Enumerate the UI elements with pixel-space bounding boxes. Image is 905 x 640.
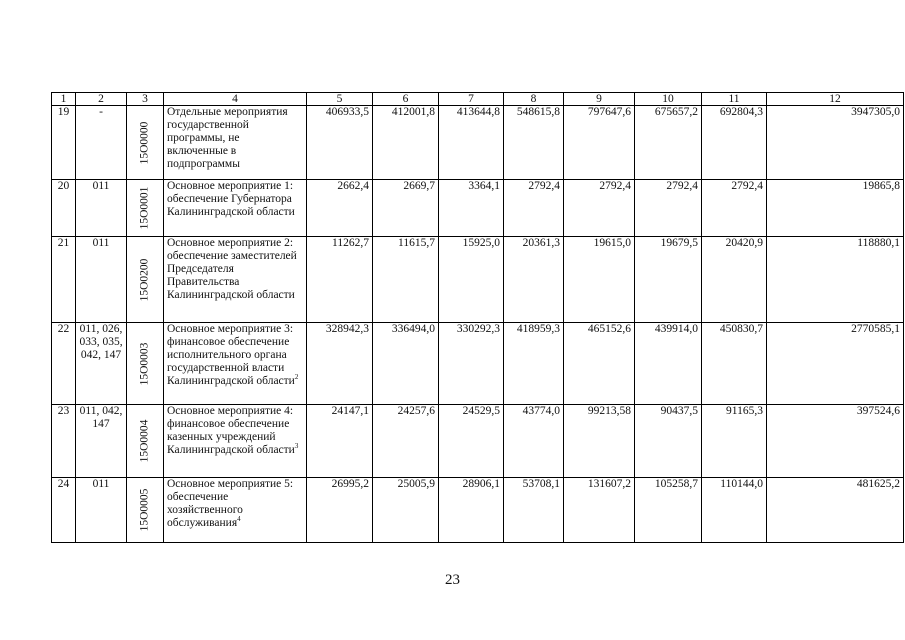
column-header: 1 xyxy=(52,93,76,106)
admin-code: 011 xyxy=(76,478,127,543)
year-value: 105258,7 xyxy=(635,478,702,543)
target-code: 15O0004 xyxy=(138,419,151,463)
year-value: 15925,0 xyxy=(439,237,504,323)
target-code-cell xyxy=(127,478,164,543)
target-code-cell xyxy=(127,405,164,478)
year-value: 91165,3 xyxy=(702,405,767,478)
year-value: 675657,2 xyxy=(635,106,702,180)
budget-table xyxy=(51,92,904,543)
admin-code: 011 xyxy=(76,180,127,237)
year-value: 797647,6 xyxy=(564,106,635,180)
year-value: 28906,1 xyxy=(439,478,504,543)
year-value: 24529,5 xyxy=(439,405,504,478)
activity-name-cell xyxy=(164,405,307,478)
year-value: 24147,1 xyxy=(307,405,373,478)
total-value: 19865,8 xyxy=(767,180,904,237)
table-body xyxy=(52,93,904,543)
column-header: 10 xyxy=(635,93,702,106)
year-value: 439914,0 xyxy=(635,323,702,405)
column-header: 3 xyxy=(127,93,164,106)
column-header: 2 xyxy=(76,93,127,106)
row-number: 23 xyxy=(52,405,76,478)
column-header: 8 xyxy=(504,93,564,106)
target-code: 15O0000 xyxy=(138,121,151,164)
target-code-cell xyxy=(127,106,164,180)
year-value: 11615,7 xyxy=(373,237,439,323)
footnote-mark: 3 xyxy=(294,442,299,451)
activity-name-cell xyxy=(164,237,307,323)
admin-code: 011 xyxy=(76,237,127,323)
year-value: 406933,5 xyxy=(307,106,373,180)
row-number: 20 xyxy=(52,180,76,237)
activity-name-cell xyxy=(164,180,307,237)
year-value: 19615,0 xyxy=(564,237,635,323)
column-header: 11 xyxy=(702,93,767,106)
year-value: 20420,9 xyxy=(702,237,767,323)
total-value: 2770585,1 xyxy=(767,323,904,405)
activity-name: Основное мероприятие 5: обеспечение хозяйственного обслуживания xyxy=(167,478,294,529)
year-value: 418959,3 xyxy=(504,323,564,405)
year-value: 450830,7 xyxy=(702,323,767,405)
admin-code: 011, 026, 033, 035, 042, 147 xyxy=(76,323,127,405)
total-value: 397524,6 xyxy=(767,405,904,478)
year-value: 20361,3 xyxy=(504,237,564,323)
year-value: 336494,0 xyxy=(373,323,439,405)
target-code: 15O0001 xyxy=(138,186,151,230)
year-value: 548615,8 xyxy=(504,106,564,180)
row-number: 19 xyxy=(52,106,76,180)
year-value: 53708,1 xyxy=(504,478,564,543)
year-value: 2792,4 xyxy=(702,180,767,237)
year-value: 3364,1 xyxy=(439,180,504,237)
year-value: 412001,8 xyxy=(373,106,439,180)
total-value: 481625,2 xyxy=(767,478,904,543)
year-value: 90437,5 xyxy=(635,405,702,478)
row-number: 21 xyxy=(52,237,76,323)
year-value: 131607,2 xyxy=(564,478,635,543)
year-value: 25005,9 xyxy=(373,478,439,543)
table-row xyxy=(52,106,904,180)
column-header: 5 xyxy=(307,93,373,106)
column-header: 4 xyxy=(164,93,307,106)
column-header: 12 xyxy=(767,93,904,106)
target-code-cell xyxy=(127,237,164,323)
target-code-cell xyxy=(127,180,164,237)
footnote-mark: 4 xyxy=(237,515,241,524)
total-value: 3947305,0 xyxy=(767,106,904,180)
target-code-cell xyxy=(127,323,164,405)
row-number: 22 xyxy=(52,323,76,405)
year-value: 413644,8 xyxy=(439,106,504,180)
target-code: 15O0005 xyxy=(138,488,151,532)
column-header: 6 xyxy=(373,93,439,106)
year-value: 19679,5 xyxy=(635,237,702,323)
activity-name: Основное мероприятие 3: финансовое обеспечение исполнительного органа государственной власти Калининградской области xyxy=(167,323,295,387)
year-value: 110144,0 xyxy=(702,478,767,543)
column-header: 9 xyxy=(564,93,635,106)
table-row xyxy=(52,405,904,478)
page-number: 23 xyxy=(445,572,460,588)
total-value: 118880,1 xyxy=(767,237,904,323)
year-value: 465152,6 xyxy=(564,323,635,405)
year-value: 2662,4 xyxy=(307,180,373,237)
header-row xyxy=(52,93,904,106)
table-row xyxy=(52,237,904,323)
table-row xyxy=(52,180,904,237)
year-value: 330292,3 xyxy=(439,323,504,405)
year-value: 11262,7 xyxy=(307,237,373,323)
footnote-mark: 2 xyxy=(294,373,299,382)
year-value: 692804,3 xyxy=(702,106,767,180)
activity-name: Основное мероприятие 1: обеспечение Губернатора Калининградской области xyxy=(167,180,295,218)
activity-name: Основное мероприятие 2: обеспечение заместителей Председателя Правительства Калининградской области xyxy=(167,237,297,301)
year-value: 2792,4 xyxy=(504,180,564,237)
year-value: 2669,7 xyxy=(373,180,439,237)
activity-name: Основное мероприятие 4: финансовое обеспечение казенных учреждений Калининградской области xyxy=(167,405,295,456)
table-row xyxy=(52,323,904,405)
activity-name: Отдельные мероприятия государственной программы, не включенные в подпрограммы xyxy=(167,106,288,170)
target-code: 15O0200 xyxy=(138,258,151,301)
table-row xyxy=(52,478,904,543)
activity-name-cell xyxy=(164,106,307,180)
activity-name-cell xyxy=(164,323,307,405)
year-value: 43774,0 xyxy=(504,405,564,478)
year-value: 99213,58 xyxy=(564,405,635,478)
year-value: 24257,6 xyxy=(373,405,439,478)
activity-name-cell xyxy=(164,478,307,543)
year-value: 2792,4 xyxy=(635,180,702,237)
admin-code: 011, 042, 147 xyxy=(76,405,127,478)
year-value: 2792,4 xyxy=(564,180,635,237)
row-number: 24 xyxy=(52,478,76,543)
year-value: 328942,3 xyxy=(307,323,373,405)
admin-code: - xyxy=(76,106,127,180)
target-code: 15O0003 xyxy=(138,342,151,385)
column-header: 7 xyxy=(439,93,504,106)
year-value: 26995,2 xyxy=(307,478,373,543)
